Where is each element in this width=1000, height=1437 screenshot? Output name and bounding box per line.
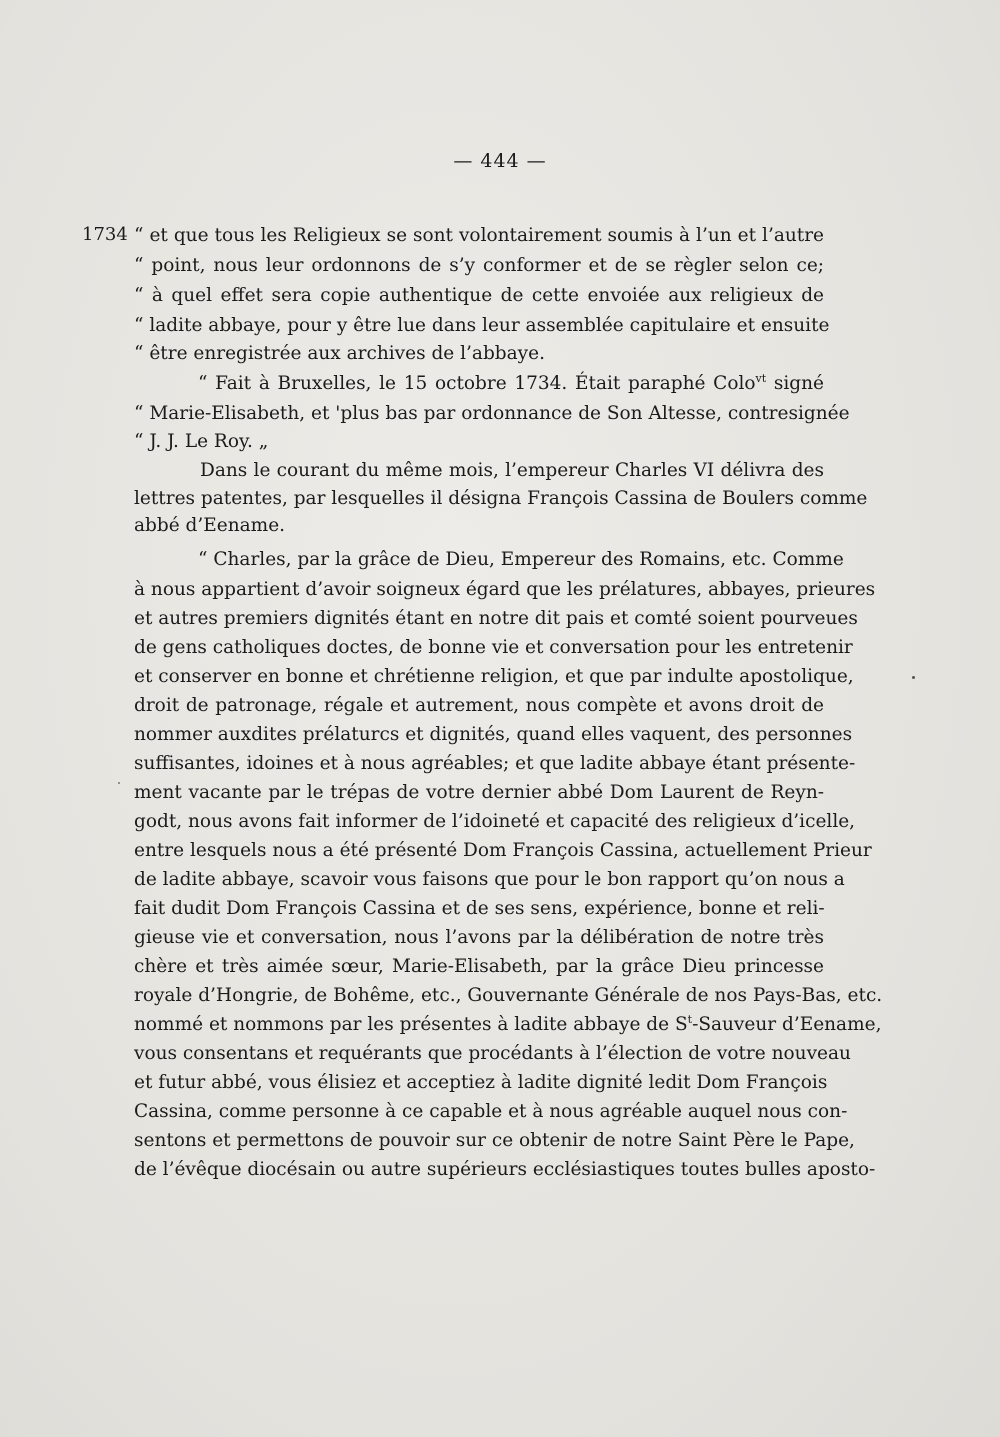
text-line: de ladite abbaye, scavoir vous faisons que pour le bon rapport qu’on nous a — [134, 869, 845, 890]
text-line: de gens catholiques doctes, de bonne vie et conversation pour les entretenir — [134, 637, 853, 658]
text-line: “ à quel effet sera copie authentique de cette envoiée aux religieux de — [134, 285, 824, 306]
text-line: chère et très aimée sœur, Marie-Elisabeth, par la grâce Dieu princesse — [134, 956, 824, 977]
text-line: “ point, nous leur ordonnons de s’y conformer et de se règler selon ce; — [134, 255, 824, 276]
text-line: entre lesquels nous a été présenté Dom François Cassina, actuellement Prieur — [134, 840, 872, 861]
text-line: Dans le courant du même mois, l’empereur Charles VI délivra des — [200, 460, 824, 481]
paper-speck — [912, 676, 915, 679]
text-line-st-sauveur — [134, 1012, 882, 1039]
text-line: “ ladite abbaye, pour y être lue dans leur assemblée capitulaire et ensuite — [134, 315, 830, 336]
text-line: “ J. J. Le Roy. „ — [134, 431, 269, 452]
text-line: suffisantes, idoines et à nous agréables; et que ladite abbaye étant présente- — [134, 753, 856, 774]
margin-year-note: 1734 — [82, 224, 128, 245]
page-number: — 444 — — [453, 150, 547, 172]
text-line: fait dudit Dom François Cassina et de ses sens, expérience, bonne et reli- — [134, 898, 825, 919]
text-line: vous consentans et requérants que procédants à l’élection de votre nouveau — [134, 1043, 851, 1064]
text-line: et conserver en bonne et chrétienne religion, et que par indulte apostolique, — [134, 666, 854, 687]
colo-superscript: vt — [755, 371, 767, 385]
text-line: “ Marie-Elisabeth, et 'plus bas par ordonnance de Son Altesse, contresignée — [134, 403, 850, 424]
text-line: royale d’Hongrie, de Bohême, etc., Gouvernante Générale de nos Pays-Bas, etc. — [134, 985, 883, 1006]
text-line: “ Charles, par la grâce de Dieu, Empereur des Romains, etc. Comme — [198, 549, 844, 570]
st-text: nommé et nommons par les présentes à ladite abbaye de S — [134, 1014, 688, 1035]
st-superscript: t — [687, 1012, 693, 1026]
text-line: et autres premiers dignités étant en notre dit pais et comté soient pourveues — [134, 608, 858, 629]
text-line: “ et que tous les Religieux se sont volontairement soumis à l’un et l’autre — [134, 225, 824, 246]
text-line: abbé d’Eename. — [134, 515, 286, 536]
text-line: nommer auxdites prélaturcs et dignités, quand elles vaquent, des personnes — [134, 724, 853, 745]
paper-speck — [118, 782, 120, 784]
text-line: de l’évêque diocésain ou autre supérieurs ecclésiastiques toutes bulles aposto- — [134, 1159, 876, 1180]
signe-text: signé — [766, 373, 825, 394]
text-line: ment vacante par le trépas de votre dernier abbé Dom Laurent de Reyn- — [134, 782, 824, 803]
text-line: “ être enregistrée aux archives de l’abbaye. — [134, 343, 545, 364]
text-line: et futur abbé, vous élisiez et acceptiez à ladite dignité ledit Dom François — [134, 1072, 828, 1093]
text-line: gieuse vie et conversation, nous l’avons par la délibération de notre très — [134, 927, 824, 948]
text-line: Cassina, comme personne à ce capable et à nous agréable auquel nous con- — [134, 1101, 848, 1122]
text-line: godt, nous avons fait informer de l’idoineté et capacité des religieux d’icelle, — [134, 811, 856, 832]
text-line: à nous appartient d’avoir soigneux égard que les prélatures, abbayes, prieures — [134, 579, 876, 600]
text-line: sentons et permettons de pouvoir sur ce obtenir de notre Saint Père le Pape, — [134, 1130, 855, 1151]
colo-text: “ Fait à Bruxelles, le 15 octobre 1734. Était paraphé Colo — [198, 373, 756, 394]
text-line-colo — [134, 372, 824, 398]
sauveur-text: -Sauveur d’Eename, — [692, 1014, 882, 1035]
text-line: droit de patronage, régale et autrement, nous compète et avons droit de — [134, 695, 824, 716]
text-line: lettres patentes, par lesquelles il désigna François Cassina de Boulers comme — [134, 488, 868, 509]
